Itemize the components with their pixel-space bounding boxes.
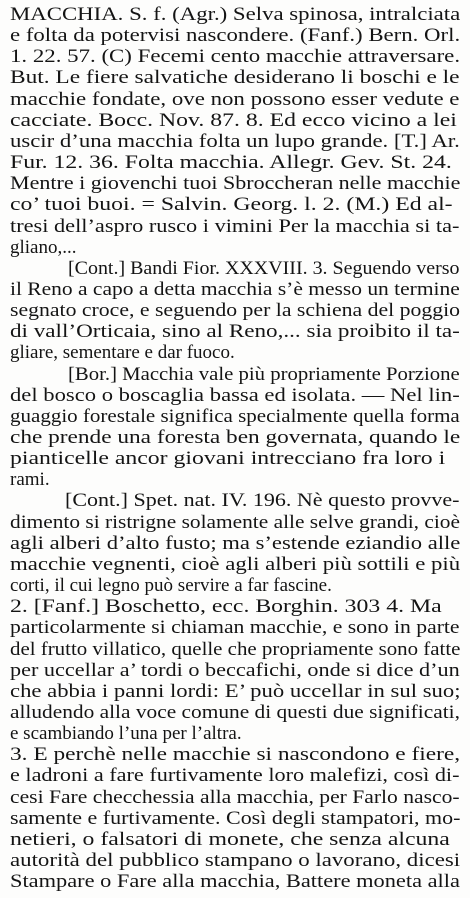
text-line: uscir d’una macchia folta un lupo grande. [T.] Ar. — [10, 130, 460, 152]
text-line: [Cont.] Bandi Fior. XXXVIII. 3. Seguendo verso — [68, 257, 460, 279]
text-line: MACCHIA. S. f. (Agr.) Selva spinosa, intralciata — [10, 4, 461, 25]
text-line: corti, il cui legno può servire a far fascine. — [10, 575, 332, 597]
text-line: 2. [Fanf.] Boschetto, ecc. Borghin. 303 4. Ma — [10, 596, 442, 618]
text-line: che abbia i panni lordi: E’ può uccellar in sul suo; — [10, 680, 461, 702]
text-line: rami. — [10, 469, 50, 491]
text-line: [Bor.] Macchia vale più propriamente Porzione — [68, 363, 460, 385]
text-line: il Reno a capo a detta macchia s’è messo un termine — [10, 278, 460, 300]
text-line: macchie fondate, ove non possono esser vedute e — [10, 88, 460, 110]
text-line: [Cont.] Spet. nat. IV. 196. Nè questo provve- — [65, 490, 460, 512]
text-line: dimento si ristrigne solamente alle selve grandi, cioè — [10, 511, 460, 533]
text-line: particolarmente si chiaman macchie, e sono in parte — [10, 617, 460, 639]
text-line: e folta da potervisi nascondere. (Fanf.) Bern. Orl. — [10, 25, 461, 47]
text-line: gliare, sementare e dar fuoco. — [10, 342, 235, 364]
text-line: segnato croce, e seguendo per la schiena del poggio — [10, 300, 461, 322]
text-line: macchie vegnenti, cioè agli alberi più sottili e più — [10, 553, 461, 575]
text-line: alludendo alla voce comune di questi due significati, — [10, 701, 460, 723]
text-line: autorità del pubblico stampano o lavorano, dicesi — [10, 850, 461, 871]
text-line: gliano,... — [10, 236, 77, 258]
text-line: agli alberi d’alto fusto; ma s’estende eziandio alle — [10, 532, 461, 554]
text-line: e ladroni a fare furtivamente loro malefizi, così di- — [10, 765, 460, 787]
text-line: del bosco o boscaglia bassa ed isolata. — Nel lin- — [10, 384, 460, 406]
text-line: di vall’Orticaia, sino al Reno,... sia proibito il ta- — [10, 321, 460, 343]
text-line: 1. 22. 57. (C) Fecemi cento macchie attraversare. — [10, 46, 461, 68]
text-line: co’ tuoi buoi. = Salvin. Georg. l. 2. (M.) Ed al- — [10, 194, 453, 216]
text-line: Fur. 12. 36. Folta macchia. Allegr. Gev. St. 24. — [10, 152, 452, 174]
text-line: e scambiando l’una per l’altra. — [10, 723, 242, 745]
text-line: Stampare o Fare alla macchia, Battere moneta alla — [10, 871, 460, 893]
text-line: che prende una foresta ben governata, quando le — [10, 427, 461, 448]
text-line: Mentre i giovenchi tuoi Sbroccheran nelle macchie — [10, 173, 461, 195]
text-line: netieri, o falsatori di monete, che senza alcuna — [10, 828, 450, 850]
text-line: 3. E perchè nelle macchie si nascondono e fiere, — [10, 744, 461, 766]
text-line: samente e furtivamente. Così degli stampatori, mo- — [10, 807, 461, 829]
text-line: cacciate. Bocc. Nov. 87. 8. Ed ecco vicino a lei — [10, 109, 457, 131]
text-line: per uccellar a’ tordi o beccafichi, onde si dice d’un — [10, 659, 460, 681]
text-line: tresi dell’aspro rusco i vimini Per la macchia si ta- — [10, 215, 460, 237]
text-line: del frutto villatico, quelle che propriamente sono fatte — [10, 638, 461, 660]
text-line: pianticelle ancor giovani intrecciano fra loro i — [10, 448, 446, 470]
text-line: cesi Fare checchessia alla macchia, per Farlo nasco- — [10, 786, 460, 808]
text-line: But. Le fiere salvatiche desiderano li boschi e le — [10, 67, 460, 89]
text-line: guaggio forestale significa specialmente quella forma — [10, 405, 460, 427]
